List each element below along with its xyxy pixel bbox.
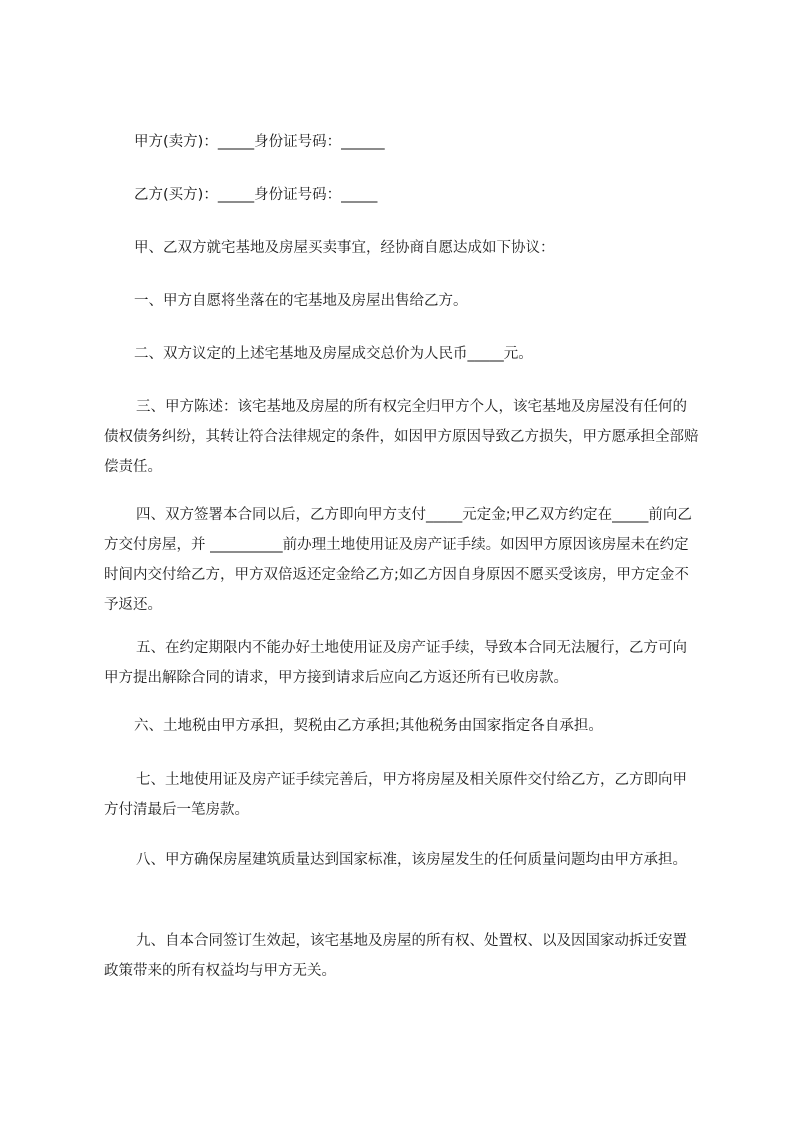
clause-2: 二、双方议定的上述宅基地及房屋成交总价为人民币_____元。 [134,346,533,362]
clause-6: 六、土地税由甲方承担，契税由乙方承担;其他税务由国家指定各自承担。 [134,718,603,734]
party-b-line: 乙方(买方)：_____身份证号码：_____ [134,187,378,203]
clause-3: 三、甲方陈述：该宅基地及房屋的所有权完全归甲方个人，该宅基地及房屋没有任何的债权债务纠纷，其转让符合法律规定的条件，如因甲方原因导致乙方损失，甲方愿承担全部赔偿责任。 [104,399,699,475]
party-a-line: 甲方(卖方)：_____身份证号码：______ [134,134,385,150]
clause-4: 四、双方签署本合同以后，乙方即向甲方支付_____元定金;甲乙双方约定在_____前向乙方交付房屋，并 __________前办理土地使用证及房产证手续。如因甲方原因该房屋未在约定时间内交付给乙方，甲方双倍返还定金给乙方;如乙方因自身原因不愿买受该房，甲方定金不予返还。 [104,507,692,613]
clause-7: 七、土地使用证及房产证手续完善后，甲方将房屋及相关原件交付给乙方，乙方即向甲方付清最后一笔房款。 [104,772,687,818]
clause-8: 八、甲方确保房屋建筑质量达到国家标准，该房屋发生的任何质量问题均由甲方承担。 [136,852,687,868]
clause-1: 一、甲方自愿将坐落在的宅基地及房屋出售给乙方。 [134,293,468,309]
agreement-intro: 甲、乙双方就宅基地及房屋买卖事宜，经协商自愿达成如下协议： [134,240,555,256]
clause-5: 五、在约定期限内不能办好土地使用证及房产证手续，导致本合同无法履行，乙方可向甲方提出解除合同的请求，甲方接到请求后应向乙方返还所有已收房款。 [104,640,687,686]
clause-9: 九、自本合同签订生效起，该宅基地及房屋的所有权、处置权、以及因国家动拆迁安置政策带来的所有权益均与甲方无关。 [104,933,687,979]
